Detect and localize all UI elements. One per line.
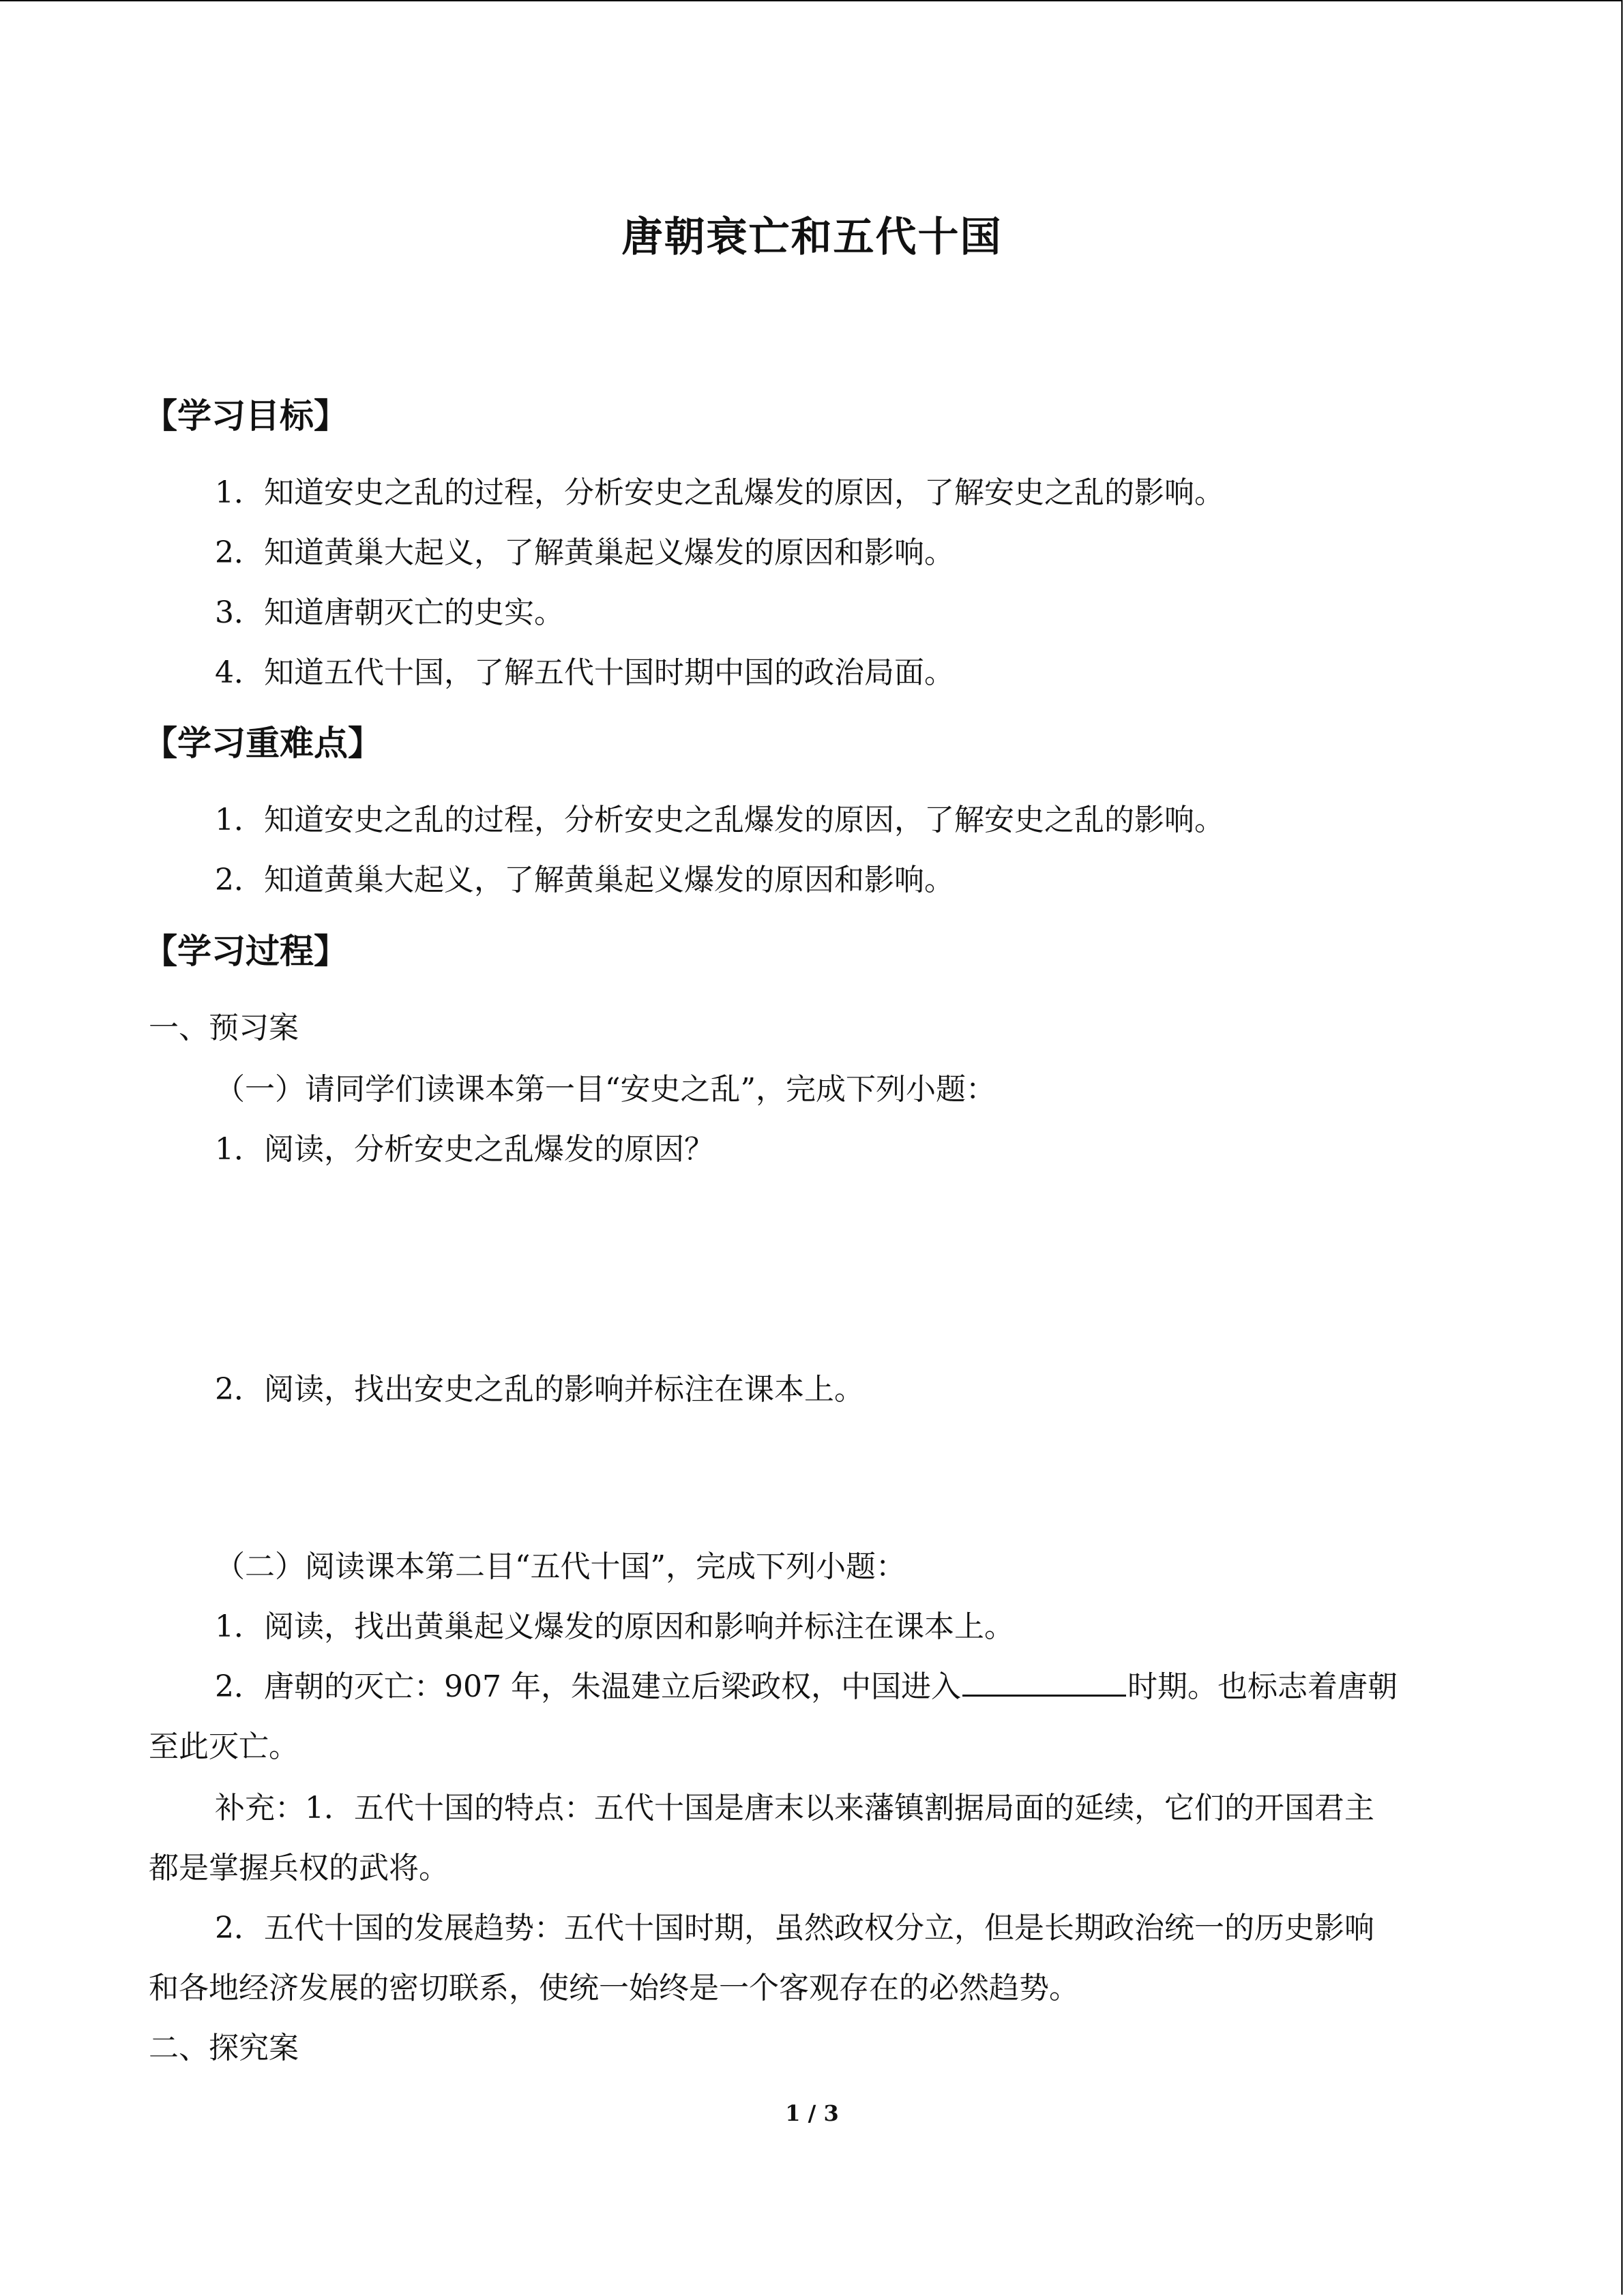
supplement-1: 补充：1．五代十国的特点：五代十国是唐末以来藩镇割据局面的延续，它们的开国君主 <box>215 1791 1374 1825</box>
fill-in-blank[interactable] <box>962 1692 1126 1697</box>
goal-item: 2．知道黄巢大起义，了解黄巢起义爆发的原因和影响。 <box>215 535 954 570</box>
preview-heading: 一、预习案 <box>149 1011 299 1045</box>
part2-question-2-cont: 至此灭亡。 <box>149 1729 299 1764</box>
part1-question-2: 2．阅读，找出安史之乱的影响并标注在课本上。 <box>215 1372 864 1407</box>
goal-item: 1．知道安史之乱的过程，分析安史之乱爆发的原因，了解安史之乱的影响。 <box>215 475 1224 510</box>
part2-question-2 <box>215 1668 1398 1706</box>
page-number: 1 / 3 <box>785 2100 839 2126</box>
part1-question-1: 1．阅读，分析安史之乱爆发的原因？ <box>215 1132 714 1167</box>
supplement-2-cont: 和各地经济发展的密切联系，使统一始终是一个客观存在的必然趋势。 <box>149 1971 1079 2006</box>
key-point-item: 2．知道黄巢大起义，了解黄巢起义爆发的原因和影响。 <box>215 863 954 897</box>
question-text: 时期。也标志着唐朝 <box>1127 1669 1398 1704</box>
part2-question-1: 1．阅读，找出黄巢起义爆发的原因和影响并标注在课本上。 <box>215 1609 1014 1644</box>
explore-heading: 二、探究案 <box>149 2031 299 2066</box>
process-heading: 【学习过程】 <box>143 931 348 971</box>
supplement-2: 2．五代十国的发展趋势：五代十国时期，虽然政权分立，但是长期政治统一的历史影响 <box>215 1911 1374 1945</box>
goal-item: 4．知道五代十国，了解五代十国时期中国的政治局面。 <box>215 655 954 690</box>
goal-item: 3．知道唐朝灭亡的史实。 <box>215 595 564 630</box>
part1-intro: （一）请同学们读课本第一目“安史之乱”，完成下列小题： <box>215 1072 996 1107</box>
goals-heading: 【学习目标】 <box>143 396 348 436</box>
key-points-heading: 【学习重难点】 <box>143 724 382 763</box>
question-text: 2．唐朝的灭亡：907 年，朱温建立后梁政权，中国进入 <box>215 1669 961 1704</box>
part2-intro: （二）阅读课本第二目“五代十国”，完成下列小题： <box>215 1549 906 1584</box>
supplement-1-cont: 都是掌握兵权的武将。 <box>149 1851 449 1885</box>
document-title: 唐朝衰亡和五代十国 <box>621 213 1003 261</box>
key-point-item: 1．知道安史之乱的过程，分析安史之乱爆发的原因，了解安史之乱的影响。 <box>215 803 1224 837</box>
